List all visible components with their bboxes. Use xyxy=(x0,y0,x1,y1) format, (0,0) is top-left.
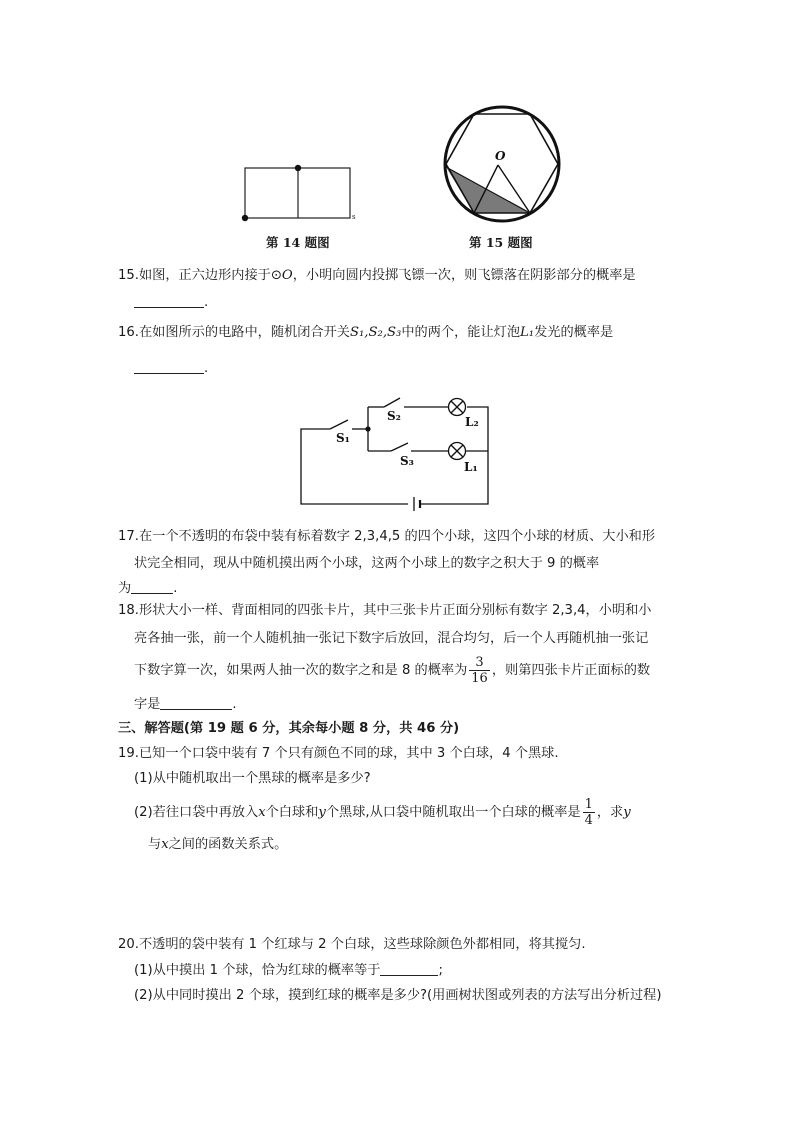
answer-blank[interactable] xyxy=(160,696,232,710)
question-15: 15.如图，正六边形内接于⊙O，小明向圆内投掷飞镖一次，则飞镖落在阴影部分的概率是 xyxy=(118,268,636,283)
question-18-line4: 字是 . xyxy=(134,697,237,712)
label-s2: S₂ xyxy=(387,409,401,423)
fig14-mark: s xyxy=(352,213,356,221)
fraction-1-4: $\frac{1}{4}$ xyxy=(584,796,593,828)
question-20-part1: (1)从中摸出 1 个球，恰为红球的概率等于 ; xyxy=(134,963,443,978)
label-l1: L₁ xyxy=(464,460,478,474)
fig14-caption: 第 14 题图 xyxy=(266,235,330,250)
question-15-answer: . xyxy=(134,294,208,312)
circuit-diagram xyxy=(296,395,496,513)
question-19-part2-cont: 与x之间的函数关系式。 xyxy=(148,837,288,852)
question-18-line2: 亮各抽一张，前一个人随机抽一张记下数字后放回，混合均匀，后一个人再随机抽一张记 xyxy=(134,631,649,646)
question-20-intro: 20.不透明的袋中装有 1 个红球与 2 个白球，这些球除颜色外都相同，将其搅匀. xyxy=(118,937,586,952)
question-18-line3: 下数字算一次，如果两人抽一次的数字之和是 8 的概率为 $\frac{3}{16}$ ，则第四张卡片正面标的数 xyxy=(134,654,651,686)
fig14-dot-top xyxy=(295,165,301,171)
question-17-line2: 状完全相同，现从中随机摸出两个小球，这两个小球上的数字之积大于 9 的概率 xyxy=(134,556,600,571)
label-l2: L₂ xyxy=(465,415,479,429)
question-17-line3: 为 . xyxy=(118,581,178,596)
question-19-part1: (1)从中随机取出一个黑球的概率是多少? xyxy=(134,771,371,786)
switch-s1-blade xyxy=(330,420,348,429)
question-20-part2: (2)从中同时摸出 2 个球，摸到红球的概率是多少?(用画树状图或列表的方法写出分析过程) xyxy=(134,988,662,1003)
question-16: 16.在如图所示的电路中，随机闭合开关S₁,S₂,S₃中的两个，能让灯泡L₁发光的概率是 xyxy=(118,325,614,340)
question-19-intro: 19.已知一个口袋中装有 7 个只有颜色不同的球，其中 3 个白球，4 个黑球. xyxy=(118,746,559,761)
answer-blank[interactable] xyxy=(380,962,438,976)
junction-dot xyxy=(365,426,370,431)
fig15-center-label: O xyxy=(495,149,506,163)
answer-blank[interactable] xyxy=(131,580,173,594)
answer-blank[interactable] xyxy=(134,294,204,308)
question-19-part2: (2)若往口袋中再放入x个白球和y个黑球,从口袋中随机取出一个白球的概率是 $\frac{1}{4}$ ，求y xyxy=(134,796,631,828)
fraction-3-16: $\frac{3}{16}$ xyxy=(471,654,488,686)
figure-15 xyxy=(440,102,564,226)
fig15-caption: 第 15 题图 xyxy=(469,235,533,250)
lamp-l1 xyxy=(449,443,466,460)
switch-s3-blade xyxy=(391,443,408,451)
label-s1: S₁ xyxy=(336,431,350,445)
wire-outer-left xyxy=(301,429,408,504)
figure-14 xyxy=(238,160,363,226)
question-18-line1: 18.形状大小一样、背面相同的四张卡片，其中三张卡片正面分别标有数字 2,3,4，小明和小 xyxy=(118,603,652,618)
fig14-dot-bottom xyxy=(242,215,248,221)
answer-blank[interactable] xyxy=(134,360,204,374)
question-16-answer: . xyxy=(134,360,208,378)
question-17-line1: 17.在一个不透明的布袋中装有标着数字 2,3,4,5 的四个小球，这四个小球的材质、大小和形 xyxy=(118,529,656,544)
lamp-l2 xyxy=(449,399,466,416)
label-s3: S₃ xyxy=(400,454,414,468)
section-3-title: 三、解答题(第 19 题 6 分，其余每小题 8 分，共 46 分) xyxy=(118,721,460,736)
switch-s2-blade xyxy=(384,398,400,407)
